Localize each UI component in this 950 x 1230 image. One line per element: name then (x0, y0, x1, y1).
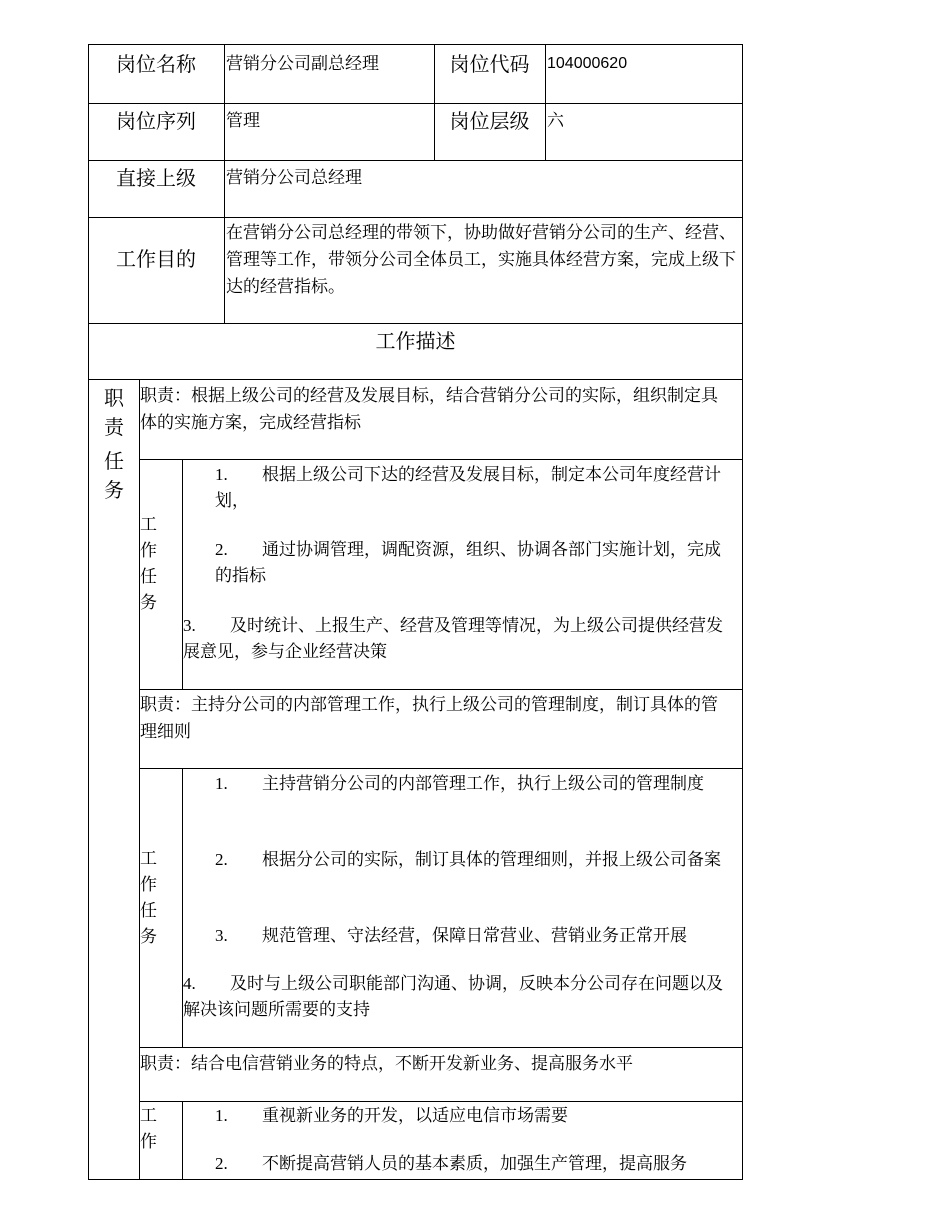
grid-line (88, 323, 743, 324)
description-title: 工作描述 (375, 331, 456, 353)
grid-line (88, 379, 743, 380)
position-code-value: 104000620 (547, 55, 628, 72)
task-text: 根据分公司的实际，制订具体的管理细则，并报上级公司备案 (262, 850, 721, 869)
grid-line (139, 1047, 743, 1048)
duties-label-char: 务 (104, 480, 124, 502)
grid-line (742, 44, 743, 1180)
task-text: 根据上级公司下达的经营及发展目标，制定本公司年度经营计划， (215, 465, 721, 510)
grid-line (88, 44, 743, 45)
task-item (183, 613, 738, 665)
task-item (215, 923, 740, 949)
grid-line (182, 1101, 183, 1180)
position-series-value: 管理 (226, 111, 260, 130)
task-text: 不断提高营销人员的基本素质，加强生产管理，提高服务 (262, 1154, 687, 1173)
grid-line (545, 44, 546, 161)
grid-line (88, 1179, 743, 1180)
grid-line (88, 103, 743, 104)
responsibility-text: 职责：结合电信营销业务的特点，不断开发新业务、提高服务水平 (140, 1054, 633, 1073)
task-item (215, 1151, 735, 1179)
responsibility-text: 职责：主持分公司的内部管理工作，执行上级公司的管理制度，制订具体的管理细则 (140, 695, 718, 741)
task-item (215, 462, 735, 514)
task-number: 3. (183, 616, 196, 635)
position-code-label: 岗位代码 (449, 54, 530, 76)
task-item (183, 971, 738, 1023)
task-text: 重视新业务的开发，以适应电信市场需要 (262, 1106, 568, 1125)
purpose-value: 在营销分公司总经理的带领下，协助做好营销分公司的生产、经营、管理等工作，带领分公司全体员工，实施具体经营方案，完成上级下达的经营指标。 (226, 223, 736, 296)
task-text: 及时与上级公司职能部门沟通、协调，反映本分公司存在问题以及解决该问题所需要的支持 (183, 974, 723, 1019)
task-number: 1. (215, 1106, 228, 1125)
grid-line (88, 217, 743, 218)
duties-label-char: 责 (104, 417, 124, 439)
task-label-char: 作 (140, 875, 157, 894)
task-label-char: 工 (140, 849, 157, 868)
supervisor-value: 营销分公司总经理 (226, 168, 362, 187)
task-label-char: 工 (140, 515, 157, 534)
duties-label-char: 职 (104, 388, 124, 410)
task-text: 及时统计、上报生产、经营及管理等情况，为上级公司提供经营发展意见，参与企业经营决策 (183, 616, 723, 661)
position-name-value: 营销分公司副总经理 (226, 54, 379, 73)
task-text: 主持营销分公司的内部管理工作，执行上级公司的管理制度 (262, 774, 704, 793)
task-text: 规范管理、守法经营，保障日常营业、营销业务正常开展 (262, 926, 687, 945)
task-item (215, 847, 735, 873)
task-item (215, 1103, 735, 1129)
task-number: 1. (215, 465, 228, 484)
grid-line (139, 459, 743, 460)
task-label-char: 工 (140, 1106, 157, 1125)
task-item (215, 771, 735, 797)
task-number: 1. (215, 774, 228, 793)
grid-line (139, 1101, 743, 1102)
grid-line (88, 44, 89, 1180)
responsibility-text: 职责：根据上级公司的经营及发展目标，结合营销分公司的实际，组织制定具体的实施方案，完成经营指标 (140, 386, 718, 432)
position-name-label: 岗位名称 (116, 54, 196, 76)
task-number: 2. (215, 1154, 228, 1173)
task-label-char: 作 (140, 541, 157, 560)
purpose-label: 工作目的 (116, 249, 196, 271)
task-number: 3. (215, 926, 228, 945)
grid-line (139, 689, 743, 690)
task-label-char: 作 (140, 1132, 157, 1151)
grid-line (139, 768, 743, 769)
position-series-label: 岗位序列 (116, 111, 196, 133)
duties-label-char: 任 (104, 451, 124, 473)
grid-line (88, 160, 743, 161)
task-label-char: 务 (140, 927, 157, 946)
task-label-char: 务 (140, 593, 157, 612)
task-number: 2. (215, 540, 228, 559)
task-label-char: 任 (140, 901, 157, 920)
supervisor-label: 直接上级 (116, 168, 196, 190)
task-text: 通过协调管理，调配资源，组织、协调各部门实施计划，完成的指标 (215, 540, 721, 585)
grid-line (224, 44, 225, 324)
task-number: 2. (215, 850, 228, 869)
task-item (215, 537, 735, 589)
task-label-char: 任 (140, 567, 157, 586)
position-level-label: 岗位层级 (449, 111, 530, 133)
task-number: 4. (183, 974, 196, 993)
position-level-value: 六 (547, 111, 564, 130)
